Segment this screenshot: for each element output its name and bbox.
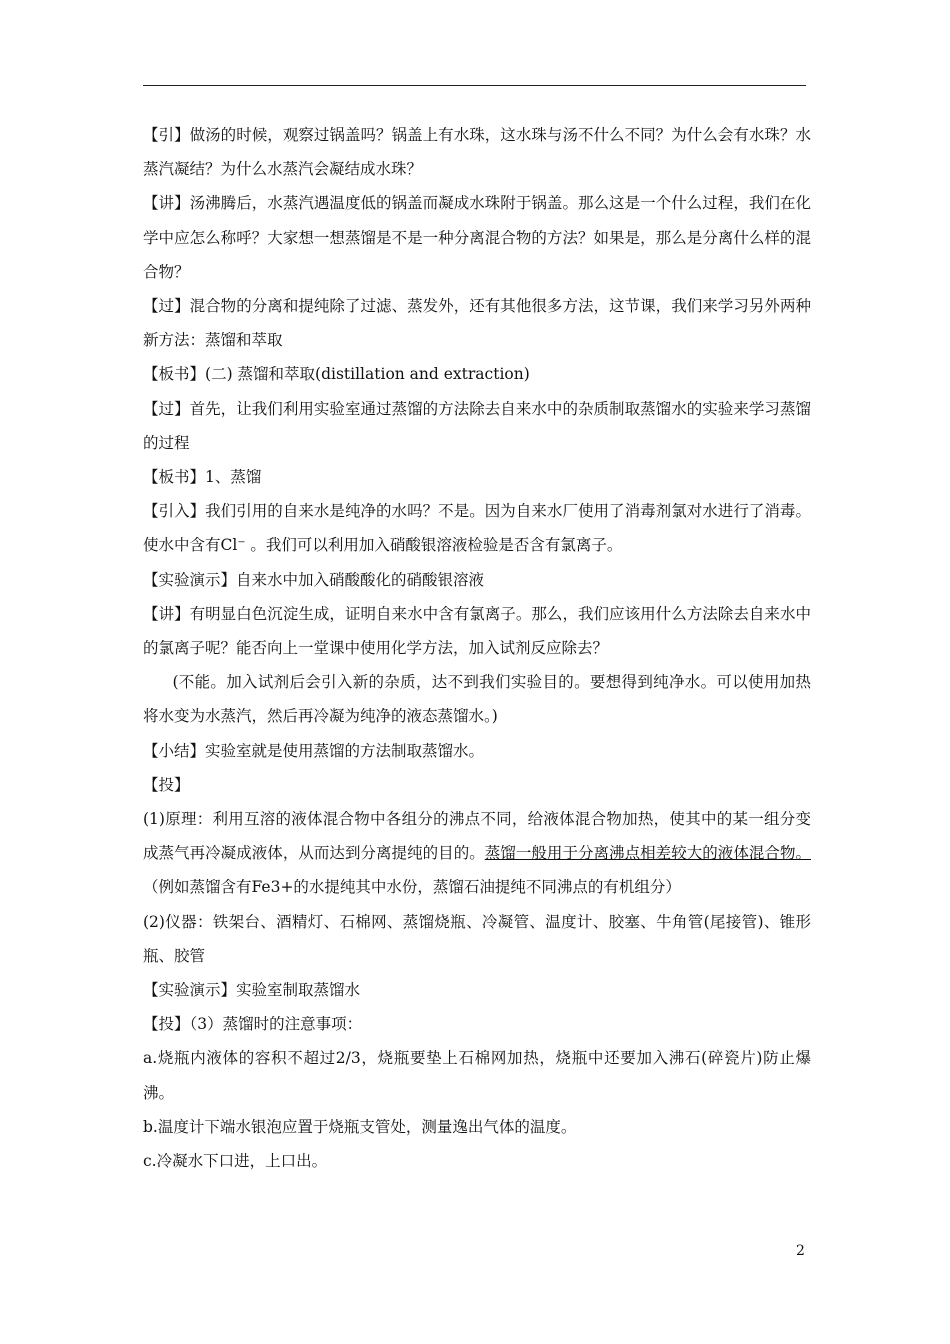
paragraph-tag: 【投】 bbox=[143, 775, 190, 794]
paragraph-text: 实验室就是使用蒸馏的方法制取蒸馏水。 bbox=[205, 741, 485, 760]
paragraph-banshu-1 bbox=[143, 357, 811, 391]
paragraph-banshu-2 bbox=[143, 460, 811, 494]
paragraph-tag: 【讲】 bbox=[143, 604, 190, 623]
paragraph-text: c.冷凝水下口进，上口出。 bbox=[143, 1152, 328, 1171]
paragraph-tag: 【小结】 bbox=[143, 741, 206, 760]
paragraph-text: a.烧瓶内液体的容积不超过2/3，烧瓶要垫上石棉网加热，烧瓶中还要加入沸石(碎瓷片)防止爆沸。 bbox=[143, 1049, 811, 1102]
paragraph-note-b bbox=[143, 1110, 811, 1144]
paragraph-tou-2 bbox=[143, 1007, 811, 1041]
paragraph-yinru bbox=[143, 494, 811, 562]
paragraph-principle bbox=[143, 802, 811, 905]
paragraph-text: 做汤的时候，观察过锅盖吗？锅盖上有水珠，这水珠与汤不什么不同？为什么会有水珠？水蒸汽凝结？为什么水蒸汽会凝结成水珠？ bbox=[143, 126, 811, 179]
paragraph-tag: 【引】 bbox=[143, 126, 190, 144]
paragraph-text: 我们引用的自来水是纯净的水吗？不是。因为自来水厂使用了消毒剂氯对水进行了消毒。使水中含有Cl⁻ 。我们可以利用加入硝酸银溶液检验是否含有氯离子。 bbox=[143, 502, 811, 555]
paragraph-tag: 【板书】 bbox=[143, 365, 206, 384]
paragraph-text: 首先，让我们利用实验室通过蒸馏的方法除去自来水中的杂质制取蒸馏水的实验来学习蒸馏的过程 bbox=[143, 399, 811, 452]
paragraph-text-after: （例如蒸馏含有Fe3+的水提纯其中水份，蒸馏石油提纯不同沸点的有机组分） bbox=[143, 878, 681, 897]
paragraph-yin bbox=[143, 118, 811, 186]
underlined-text: 蒸馏一般用于分离沸点相差较大的液体混合物。 bbox=[484, 844, 811, 863]
paragraph-text: 自来水中加入硝酸酸化的硝酸银溶液 bbox=[236, 570, 485, 589]
paragraph-text: b.温度计下端水银泡应置于烧瓶支管处，测量逸出气体的温度。 bbox=[143, 1117, 577, 1136]
paragraph-jiang-1 bbox=[143, 186, 811, 289]
paragraph-text: (二) 蒸馏和萃取(distillation and extraction) bbox=[205, 365, 530, 384]
paragraph-guo-2 bbox=[143, 392, 811, 460]
paragraph-text: 汤沸腾后，水蒸汽遇温度低的锅盖而凝成水珠附于锅盖。那么这是一个什么过程，我们在化学中应怎么称呼？大家想一想蒸馏是不是一种分离混合物的方法？如果是，那么是分离什么样的混合物？ bbox=[143, 194, 811, 281]
paragraph-tag: 【投】 bbox=[143, 1015, 190, 1034]
paragraph-text: 1、蒸馏 bbox=[205, 468, 262, 487]
paragraph-note-a bbox=[143, 1041, 811, 1109]
paragraph-tag: 【引入】 bbox=[143, 502, 206, 521]
paragraph-tag: 【过】 bbox=[143, 399, 190, 418]
paragraph-tag: 【讲】 bbox=[143, 194, 190, 213]
paragraph-demo-2 bbox=[143, 973, 811, 1007]
paragraph-tag: 【板书】 bbox=[143, 468, 206, 487]
paragraph-text: (不能。加入试剂后会引入新的杂质，达不到我们实验目的。要想得到纯净水。可以使用加热将水变为水蒸汽，然后再冷凝为纯净的液态蒸馏水。) bbox=[143, 673, 811, 726]
paragraph-jiang-2 bbox=[143, 597, 811, 665]
paragraph-text: (2)仪器：铁架台、酒精灯、石棉网、蒸馏烧瓶、冷凝管、温度计、胶塞、牛角管(尾接管)、锥形瓶、胶管 bbox=[143, 912, 811, 965]
paragraph-instruments bbox=[143, 905, 811, 973]
paragraph-summary bbox=[143, 734, 811, 768]
paragraph-answer bbox=[143, 665, 811, 733]
paragraph-tag: 【实验演示】 bbox=[143, 570, 237, 589]
paragraph-text: (1)原理：利用互溶的液体混合物中各组分的沸点不同，给液体混合物加热，使其中的某一组分变成蒸气再冷凝成液体，从而达到分离提纯的目的。 bbox=[143, 810, 811, 863]
paragraph-demo-1 bbox=[143, 563, 811, 597]
header-rule bbox=[143, 85, 806, 86]
paragraph-text: 混合物的分离和提纯除了过滤、蒸发外，还有其他很多方法，这节课，我们来学习另外两种新方法：蒸馏和萃取 bbox=[143, 297, 811, 350]
paragraph-text: 实验室制取蒸馏水 bbox=[236, 981, 361, 1000]
paragraph-text: （3）蒸馏时的注意事项： bbox=[189, 1015, 363, 1034]
paragraph-note-c bbox=[143, 1144, 811, 1178]
paragraph-guo-1 bbox=[143, 289, 811, 357]
paragraph-tag: 【实验演示】 bbox=[143, 981, 237, 1000]
page-number: 2 bbox=[796, 1243, 805, 1259]
paragraph-tag: 【过】 bbox=[143, 297, 190, 316]
document-body bbox=[143, 118, 811, 1178]
paragraph-tou-1 bbox=[143, 768, 811, 802]
paragraph-text: 有明显白色沉淀生成，证明自来水中含有氯离子。那么，我们应该用什么方法除去自来水中的氯离子呢？能否向上一堂课中使用化学方法，加入试剂反应除去？ bbox=[143, 604, 811, 658]
